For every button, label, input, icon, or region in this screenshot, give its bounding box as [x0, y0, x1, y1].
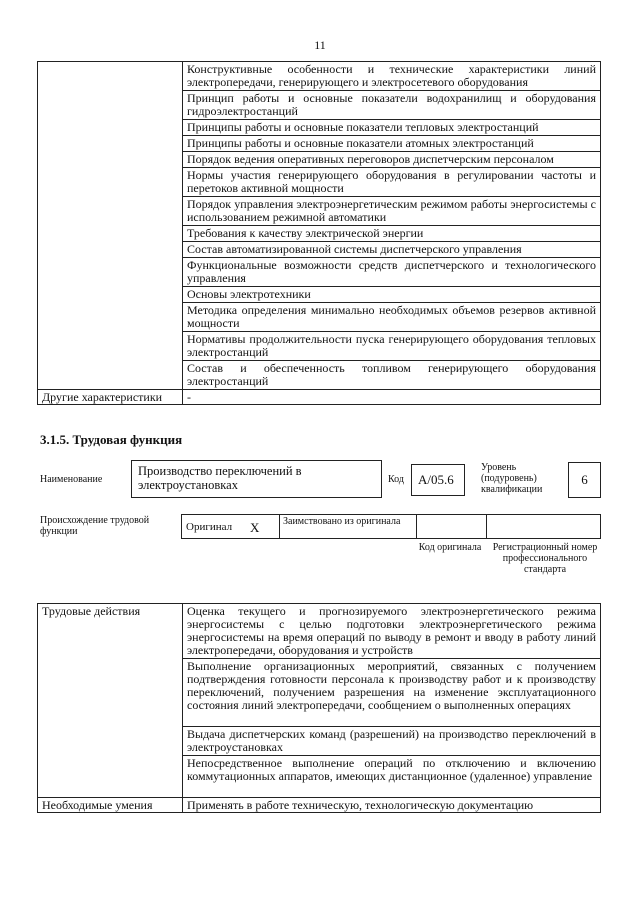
code-box	[411, 464, 465, 496]
knowledge-label-cell	[38, 62, 183, 390]
original-mark: X	[250, 520, 260, 535]
knowledge-item: Нормы участия генерирующего оборудования в регулировании частоты и перетоков активной мощности	[183, 168, 601, 197]
function-name-box	[131, 460, 382, 498]
origin-divider	[486, 515, 487, 538]
work-action-item: Выполнение организационных мероприятий, связанных с получением подтверждения готовности персонала к производству работ и к производству переключений, получением разрешения на изменение эксплуатационного состояния линий электропередачи, сообщением о выполненных операциях	[183, 659, 601, 727]
work-action-item: Выдача диспетчерских команд (разрешений) на производство переключений в электроустановках	[183, 727, 601, 756]
origin-divider	[279, 515, 280, 538]
table-row	[38, 390, 601, 405]
skill-item: Применять в работе техническую, технологическую документацию	[183, 798, 601, 813]
skills-label: Необходимые умения	[38, 798, 183, 813]
knowledge-item: Порядок ведения оперативных переговоров диспетчерским персоналом	[183, 152, 601, 168]
origin-box	[181, 514, 601, 539]
original-label: Оригинал	[186, 521, 233, 533]
knowledge-item: Основы электротехники	[183, 287, 601, 303]
work-action-item: Оценка текущего и прогнозируемого электроэнергетического режима энергосистемы с целью подготовки электроэнергетического режима энергосистемы на время операций по выводу в ремонт и вводу в работу линий электропередачи, оборудования и устройств	[183, 604, 601, 659]
knowledge-item: Состав автоматизированной системы диспетчерского управления	[183, 242, 601, 258]
knowledge-item: Принципы работы и основные показатели тепловых электростанций	[183, 120, 601, 136]
knowledge-item: Принцип работы и основные показатели водохранилищ и оборудования гидроэлектростанций	[183, 91, 601, 120]
other-characteristics-value: -	[183, 390, 601, 405]
code-value: A/05.6	[418, 472, 454, 487]
level-label: Уровень (подуровень) квалификации	[481, 462, 543, 495]
level-box	[568, 462, 601, 498]
other-characteristics-label: Другие характеристики	[38, 390, 183, 405]
knowledge-item: Нормативы продолжительности пуска генерирующего оборудования тепловых электростанций	[183, 332, 601, 361]
borrowed-label: Заимствовано из оригинала	[283, 516, 401, 527]
table-row	[38, 604, 601, 659]
work-actions-table	[37, 603, 601, 813]
knowledge-item: Конструктивные особенности и технические характеристики линий электропередачи, генерирующего и электросетевого оборудования	[183, 62, 601, 91]
knowledge-item: Функциональные возможности средств диспетчерского и технологического управления	[183, 258, 601, 287]
table-row	[38, 62, 601, 91]
code-original-caption: Код оригинала	[418, 542, 482, 553]
code-label: Код	[388, 474, 404, 485]
work-actions-label: Трудовые действия	[38, 604, 183, 798]
origin-divider	[416, 515, 417, 538]
table-row	[38, 798, 601, 813]
name-label: Наименование	[40, 474, 103, 485]
knowledge-item: Принципы работы и основные показатели атомных электростанций	[183, 136, 601, 152]
knowledge-item: Методика определения минимально необходимых объемов резервов активной мощности	[183, 303, 601, 332]
page-number: 11	[314, 38, 326, 52]
section-title: 3.1.5. Трудовая функция	[40, 432, 183, 447]
origin-label: Происхождение трудовой функции	[40, 515, 150, 537]
knowledge-table	[37, 61, 601, 405]
function-name-value: Производство переключений в электроустановках	[138, 464, 302, 492]
knowledge-item: Состав и обеспеченность топливом генерирующего оборудования электростанций	[183, 361, 601, 390]
registration-number-caption: Регистрационный номер профессионального стандарта	[492, 542, 598, 575]
knowledge-item: Требования к качеству электрической энергии	[183, 226, 601, 242]
level-value: 6	[581, 472, 588, 487]
work-action-item: Непосредственное выполнение операций по отключению и включению коммутационных аппаратов, имеющих дистанционное (удаленное) управление	[183, 756, 601, 798]
knowledge-item: Порядок управления электроэнергетическим режимом работы энергосистемы с использованием режимной автоматики	[183, 197, 601, 226]
